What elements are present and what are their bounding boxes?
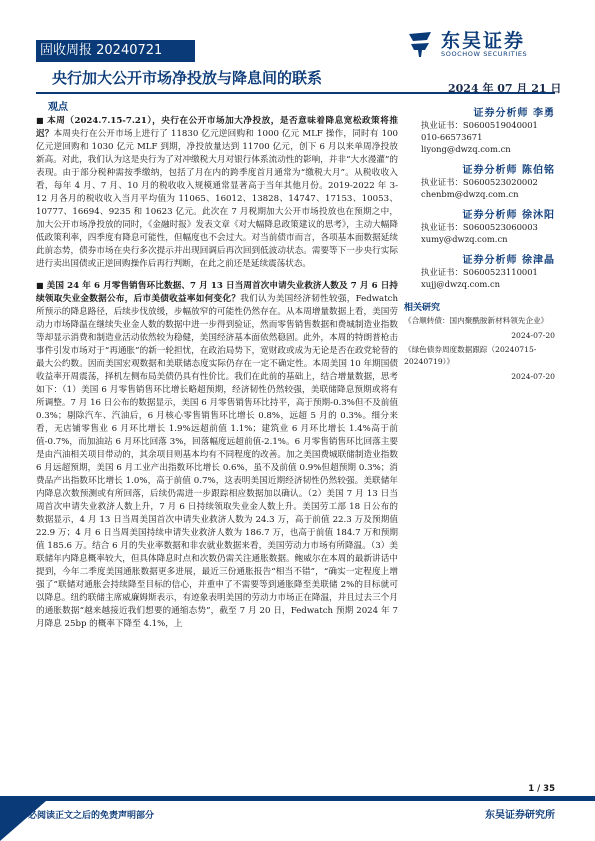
main-body bbox=[36, 114, 398, 639]
report-category-banner: 固收周报 20240721 bbox=[36, 40, 195, 62]
analyst-license: 执业证书：S0600523110001 bbox=[421, 267, 538, 277]
analyst-card bbox=[421, 206, 555, 245]
analyst-email[interactable]: liyong@dwzq.com.cn bbox=[421, 144, 511, 154]
bullet-icon: ■ bbox=[36, 116, 45, 125]
page-number: 1 / 35 bbox=[528, 784, 555, 794]
paragraph-2 bbox=[36, 279, 398, 631]
logo-subtext: SOOCHOW SECURITIES bbox=[441, 50, 528, 58]
analyst-phone: 010-66573671 bbox=[421, 132, 483, 142]
analyst-role: 证券分析师 徐津晶 bbox=[462, 255, 555, 266]
paragraph-2-lead: 美国 24 年 6 月零售销售环比数据、7 月 13 日当周首次申请失业救济人数及 7 月 6 日持续领取失业金数据公布，后市美债收益率如何变化？ bbox=[36, 281, 399, 304]
related-research-title: 相关研究 bbox=[404, 303, 441, 313]
related-item-title[interactable]: 《绿色债券周度数据跟踪（20240715-20240719）》 bbox=[404, 345, 537, 366]
related-item-title[interactable]: 《合顺转债：国内聚酰胺新材料领先企业》 bbox=[404, 316, 549, 325]
analyst-list bbox=[421, 104, 555, 296]
footer-institute: 东吴证券研究所 bbox=[485, 810, 555, 821]
analyst-role: 证券分析师 徐沐阳 bbox=[462, 210, 555, 221]
analyst-role: 证券分析师 陈伯铭 bbox=[462, 165, 555, 176]
paragraph-1-text: 本周央行在公开市场上进行了 11830 亿元逆回购和 1000 亿元 MLF 操作，同时有 100 亿元逆回购和 1030 亿元 MLF 到期，净投放量达到 11700 亿元，创下 6 月以来单周净投放新高。对此，我们认为这是央行为了对冲缴税大月对银行体系流动性的影响，并非“大水漫灌”的表现。由于部分税种需按季缴纳，包括了月在内的跨季度首月通常为“缴税大月”。从税收收入看，每年 4 月、7 月、10 月的税收收入规模通常显著高于当年其他月份。2019-2022 年 3-12 月各月的税收收入当月平均值为 11065、16012、13828、14747、17153、10053、10777、16694、9235 和 10623 亿元。此次在 7 月税期加大公开市场投放也在预期之中，加大公开市场净投放的同时，《金融时报》发表文章《对大幅降息政策建议的思考》，主动大幅降低政策利率，四季度有降息可能性，但幅度也不会过大。对当前债市而言，各项基本面数据延续此前态势，债券市场在央行多次提示并出现回调后再次回到低波动状态。需要等下一步央行实际进行卖出国债或正逆回购操作后再行判断，在此之前还是延续震荡状态。 bbox=[36, 129, 398, 269]
analyst-card bbox=[421, 104, 555, 155]
analyst-email[interactable]: xumy@dwzq.com.cn bbox=[421, 234, 508, 244]
related-item-date: 2024-07-20 bbox=[511, 372, 555, 381]
paragraph-2-text: 我们认为美国经济韧性较强，Fedwatch 所预示的降息路径，后续步伐放缓，步幅放窄的可能性仍然存在。从本周增量数据上看，美国劳动力市场降温在继续失业金人数的数据中进一步得到验证，然而零售销售数据和费城制造业指数等却显示消费和制造业活动依然较为稳健，美国经济基本面依然稳固。此外，本周的特朗普枪击事件引发市场对于“再通胀”的新一轮担忧，在政治局势下，宽财政或成为无论是否在政党轮替的最大公约数。因而美国宏观数据和美联储态度实际仍存在一定不确定性。本周美国 10 年期国债收益率开周震荡，择机左侧布局美债仍具有性价比。我们在此前的基础上，结合增量数据，思考如下：（1）美国 6 月零售销售环比增长略超预期，经济韧性仍然较强，美联储降息预期或将有所调整。7 月 16 日公布的数据显示，美国 6 月零售销售环比持平，高于预期-0.3%但不及前值 0.3%；剔除汽车、汽油后，6 月核心零售销售环比增长 0.8%，远超 5 月的 0.3%。细分来看，无店铺零售业 6 月环比增长 1.9%远超前值 1.1%；建筑业 6 月环比增长 1.4%高于前值-0.7%，而加油站 6 月环比回落 3%，回落幅度远超前值-2.1%。6 月零售销售环比回落主要是由汽油相关项目带动的，其余项目则基本均有不同程度的改善。加之美国费城联储制造业指数 6 月远超预期，美国 6 月工业产出指数环比增长 0.6%，虽不及前值 0.9%但超预期 0.3%；消费品产出指数环比增长 1.0%，高于前值 0.7%，这表明美国近期经济韧性仍然较强。美联储年内降息次数预测或有所回落，后续仍需进一步跟踪相应数据加以确认。（2）美国 7 月 13 日当周首次申请失业救济人数上升，7 月 6 日持续领取失业金人数上升。美国劳工部 18 日公布的数据显示，4 月 13 日当周美国首次申请失业救济人数为 24.3 万，高于前值 22.3 万及预期值 22.9 万；4 月 6 日当周美国持续申请失业救济人数为 186.7 万，也高于前值 184.7 万和预期值 185.6 万。结合 6 月的失业率数据和非农就业数据来看，美国劳动力市场有所降温。（3）美联储年内降息概率较大，但具体降息时点和次数仍需关注通胀数据。鲍威尔在本周的最新讲话中提到，今年二季度美国通胀数据更多进展，最近三份通胀报告“相当不错”，“确实一定程度上增强了”联储对通胀会持续降至目标的信心，并重申了不需要等到通胀降至美联储 2%的目标就可以降息。纽约联储主席威廉姆斯表示，有迹象表明美国的劳动力市场正在降温，并且过去三个月的通胀数据“越来越接近我们想要的通缩态势”，截至 7 月 20 日，Fedwatch 预期 2024 年 7 月降息 25bp 的概率下降至 4.1%，上 bbox=[36, 294, 398, 629]
bullet-icon: ■ bbox=[36, 281, 44, 290]
analyst-card bbox=[421, 251, 555, 290]
related-item-date: 2024-07-20 bbox=[511, 331, 555, 340]
analyst-email[interactable]: chenbm@dwzq.com.cn bbox=[421, 189, 519, 199]
analyst-license: 执业证书：S0600523060003 bbox=[421, 222, 538, 232]
footer-decoration bbox=[0, 801, 46, 841]
analyst-license: 执业证书：S0600523020002 bbox=[421, 177, 538, 187]
analyst-card bbox=[421, 161, 555, 200]
company-logo bbox=[405, 26, 555, 66]
analyst-role: 证券分析师 李勇 bbox=[473, 108, 555, 119]
related-research bbox=[404, 300, 555, 385]
disclaimer-text: 请务必阅读正文之后的免责声明部分 bbox=[10, 811, 155, 821]
soochow-logo-icon bbox=[405, 28, 435, 58]
report-date: 2024 年 07 月 21 日 bbox=[448, 82, 562, 95]
analyst-license: 执业证书：S0600519040001 bbox=[421, 120, 538, 130]
section-label: 观点 bbox=[48, 102, 68, 113]
footer-divider bbox=[0, 796, 595, 801]
paragraph-1 bbox=[36, 114, 398, 271]
analyst-email[interactable]: xujj@dwzq.com.cn bbox=[421, 279, 501, 289]
report-title: 央行加大公开市场净投放与降息间的联系 bbox=[52, 69, 323, 87]
logo-text: 东吴证券 bbox=[441, 30, 526, 52]
paragraph-1-lead: 本周（2024.7.15-7.21），央行在公开市场加大净投放，是否意味着降息宽松政策将推迟？ bbox=[36, 116, 398, 139]
